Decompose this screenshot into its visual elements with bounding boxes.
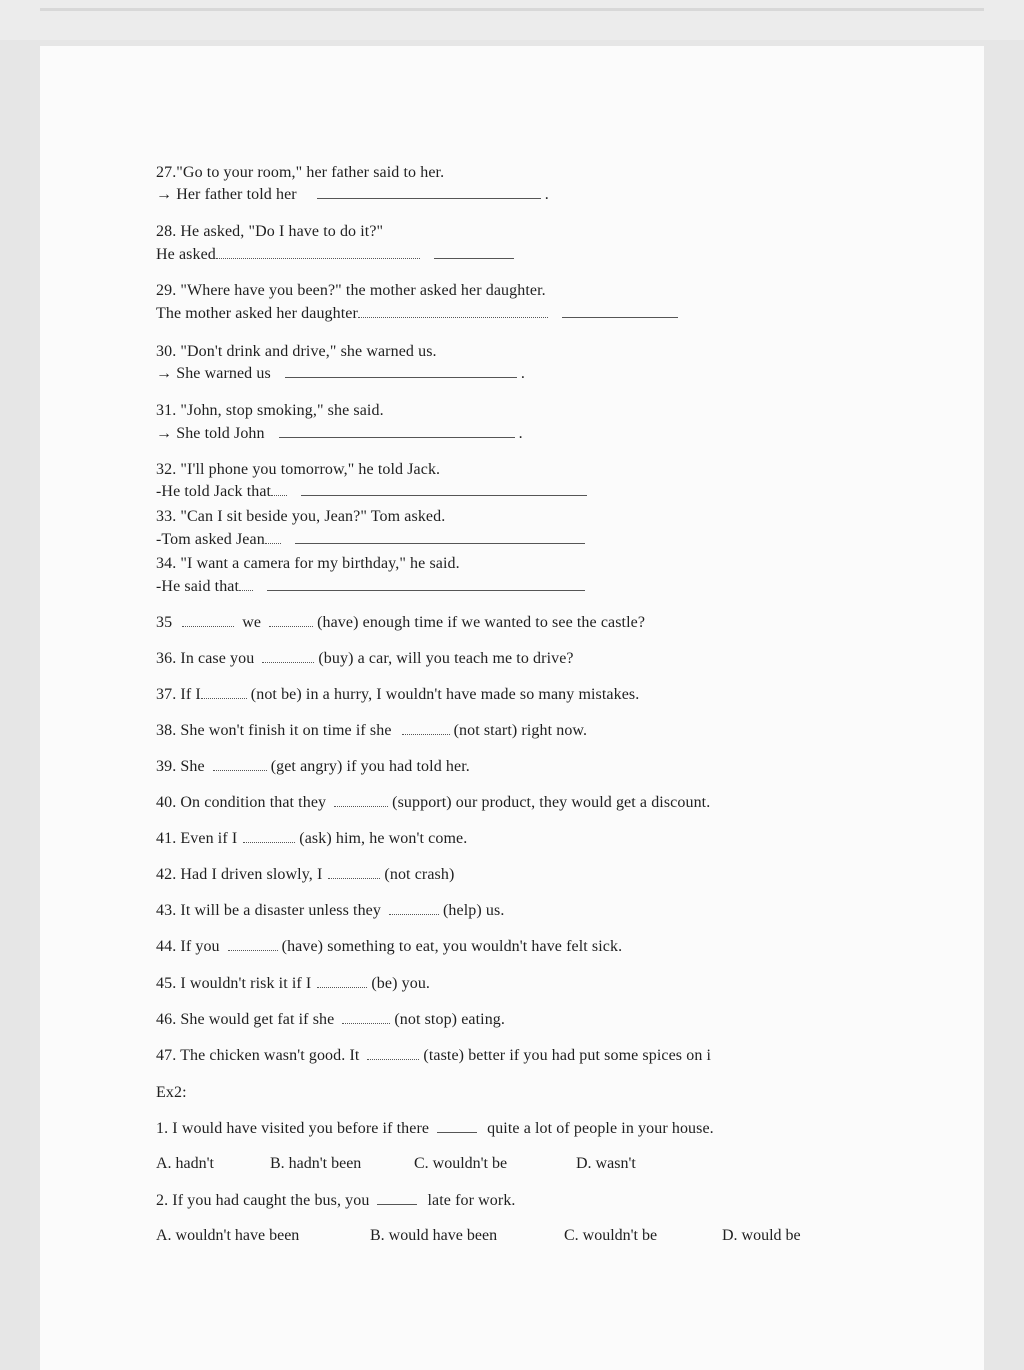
mc-options-2 xyxy=(156,1227,876,1247)
question-text: 2. If you had caught the bus, you xyxy=(156,1192,370,1209)
question-text: (be) you. xyxy=(371,975,431,992)
question-text: 44. If you xyxy=(156,938,220,955)
answer-end: . xyxy=(518,425,523,442)
answer-blank[interactable] xyxy=(267,580,585,591)
answer-blank[interactable] xyxy=(216,248,420,259)
answer-prompt: -He said that xyxy=(156,578,240,595)
option-a[interactable]: A. wouldn't have been xyxy=(156,1227,300,1244)
answer-blank[interactable] xyxy=(562,307,678,318)
question-44 xyxy=(156,937,622,957)
question-text: 35 xyxy=(156,614,173,631)
question-text: 33. "Can I sit beside you, Jean?" Tom asked. xyxy=(156,508,446,525)
question-42 xyxy=(156,865,454,885)
question-43 xyxy=(156,901,504,921)
question-29 xyxy=(156,281,546,301)
answer-33 xyxy=(156,530,589,550)
question-30 xyxy=(156,342,437,362)
top-divider xyxy=(40,8,984,11)
question-text: we xyxy=(242,614,262,631)
top-bar xyxy=(0,0,1024,40)
answer-prompt: -Tom asked Jean xyxy=(156,531,265,548)
answer-blank[interactable] xyxy=(367,1049,419,1060)
option-c[interactable]: C. wouldn't be xyxy=(564,1227,658,1244)
question-text: 47. The chicken wasn't good. It xyxy=(156,1047,360,1064)
answer-blank[interactable] xyxy=(182,616,234,627)
question-text: 1. I would have visited you before if there xyxy=(156,1120,430,1137)
mc-question-1 xyxy=(156,1119,714,1139)
question-text: 28. He asked, "Do I have to do it?" xyxy=(156,223,384,240)
answer-30 xyxy=(156,364,525,384)
answer-blank[interactable] xyxy=(434,248,514,259)
section-heading: Ex2: xyxy=(156,1084,187,1101)
answer-blank[interactable] xyxy=(285,367,517,378)
question-39 xyxy=(156,757,470,777)
question-text: 29. "Where have you been?" the mother asked her daughter. xyxy=(156,282,546,299)
answer-blank[interactable] xyxy=(317,977,367,988)
question-text: (not be) in a hurry, I wouldn't have made so many mistakes. xyxy=(250,686,640,703)
answer-end: . xyxy=(544,186,549,203)
question-text: (not start) right now. xyxy=(453,722,588,739)
answer-blank[interactable] xyxy=(271,485,287,496)
question-text: (buy) a car, will you teach me to drive? xyxy=(318,650,574,667)
answer-34 xyxy=(156,577,589,597)
answer-prompt: He asked xyxy=(156,246,216,263)
answer-29 xyxy=(156,304,682,324)
answer-blank[interactable] xyxy=(328,868,380,879)
question-text: 40. On condition that they xyxy=(156,794,327,811)
option-a[interactable]: A. hadn't xyxy=(156,1155,214,1172)
question-text: 38. She won't finish it on time if she xyxy=(156,722,392,739)
question-text: late for work. xyxy=(427,1192,516,1209)
mc-question-2 xyxy=(156,1191,516,1211)
answer-blank[interactable] xyxy=(342,1013,390,1024)
answer-27 xyxy=(156,185,549,205)
answer-prompt: → Her father told her xyxy=(156,186,297,203)
question-text: 41. Even if I xyxy=(156,830,238,847)
question-text: 30. "Don't drink and drive," she warned us. xyxy=(156,343,437,360)
answer-blank[interactable] xyxy=(262,652,314,663)
answer-blank[interactable] xyxy=(201,688,247,699)
worksheet-content xyxy=(40,46,984,1370)
question-text: (help) us. xyxy=(443,902,505,919)
question-35 xyxy=(156,613,645,633)
question-36 xyxy=(156,649,574,669)
question-45 xyxy=(156,974,430,994)
question-text: (ask) him, he won't come. xyxy=(299,830,468,847)
question-text: (have) enough time if we wanted to see the castle? xyxy=(317,614,646,631)
question-text: 36. In case you xyxy=(156,650,255,667)
question-33 xyxy=(156,507,445,527)
question-37 xyxy=(156,685,639,705)
question-text: 27."Go to your room," her father said to her. xyxy=(156,164,445,181)
answer-blank[interactable] xyxy=(402,724,450,735)
answer-blank[interactable] xyxy=(437,1122,477,1133)
answer-blank[interactable] xyxy=(228,940,278,951)
question-28 xyxy=(156,222,383,242)
question-text: 43. It will be a disaster unless they xyxy=(156,902,381,919)
question-34 xyxy=(156,554,460,574)
question-46 xyxy=(156,1010,505,1030)
worksheet-page xyxy=(40,46,984,1370)
answer-blank[interactable] xyxy=(389,904,439,915)
question-text: (have) something to eat, you wouldn't have felt sick. xyxy=(281,938,623,955)
answer-32 xyxy=(156,482,591,502)
question-text: 34. "I want a camera for my birthday," he said. xyxy=(156,555,460,572)
answer-blank[interactable] xyxy=(334,796,388,807)
question-text: quite a lot of people in your house. xyxy=(487,1120,714,1137)
answer-blank[interactable] xyxy=(377,1194,417,1205)
answer-blank[interactable] xyxy=(317,188,541,199)
question-text: 45. I wouldn't risk it if I xyxy=(156,975,312,992)
option-d[interactable]: D. would be xyxy=(722,1227,801,1244)
answer-blank[interactable] xyxy=(358,307,548,318)
mc-options-1 xyxy=(156,1155,876,1175)
answer-blank[interactable] xyxy=(295,533,585,544)
answer-blank[interactable] xyxy=(265,533,281,544)
question-38 xyxy=(156,721,587,741)
answer-end: . xyxy=(520,365,525,382)
question-47 xyxy=(156,1046,711,1066)
answer-prompt: The mother asked her daughter xyxy=(156,305,358,322)
question-text: 32. "I'll phone you tomorrow," he told Jack. xyxy=(156,461,441,478)
answer-blank[interactable] xyxy=(239,580,253,591)
answer-blank[interactable] xyxy=(301,485,587,496)
question-text: (get angry) if you had told her. xyxy=(270,758,470,775)
question-text: 46. She would get fat if she xyxy=(156,1011,335,1028)
question-31 xyxy=(156,401,384,421)
option-b[interactable]: B. hadn't been xyxy=(270,1155,362,1172)
answer-31 xyxy=(156,424,523,444)
question-text: 37. If I xyxy=(156,686,201,703)
question-text: (taste) better if you had put some spices on i xyxy=(423,1047,712,1064)
question-text: 31. "John, stop smoking," she said. xyxy=(156,402,384,419)
answer-prompt: -He told Jack that xyxy=(156,483,272,500)
answer-blank[interactable] xyxy=(279,427,515,438)
question-text: (not crash) xyxy=(384,866,455,883)
question-text: (support) our product, they would get a discount. xyxy=(392,794,711,811)
question-27 xyxy=(156,163,444,183)
answer-blank[interactable] xyxy=(213,760,267,771)
option-b[interactable]: B. would have been xyxy=(370,1227,498,1244)
answer-prompt: → She warned us xyxy=(156,365,271,382)
answer-28 xyxy=(156,245,518,265)
answer-prompt: → She told John xyxy=(156,425,265,442)
answer-blank[interactable] xyxy=(269,616,313,627)
option-d[interactable]: D. wasn't xyxy=(576,1155,636,1172)
question-text: 39. She xyxy=(156,758,205,775)
answer-blank[interactable] xyxy=(243,832,295,843)
option-c[interactable]: C. wouldn't be xyxy=(414,1155,508,1172)
question-text: 42. Had I driven slowly, I xyxy=(156,866,323,883)
question-text: (not stop) eating. xyxy=(394,1011,505,1028)
question-41 xyxy=(156,829,467,849)
question-32 xyxy=(156,460,440,480)
question-40 xyxy=(156,793,710,813)
